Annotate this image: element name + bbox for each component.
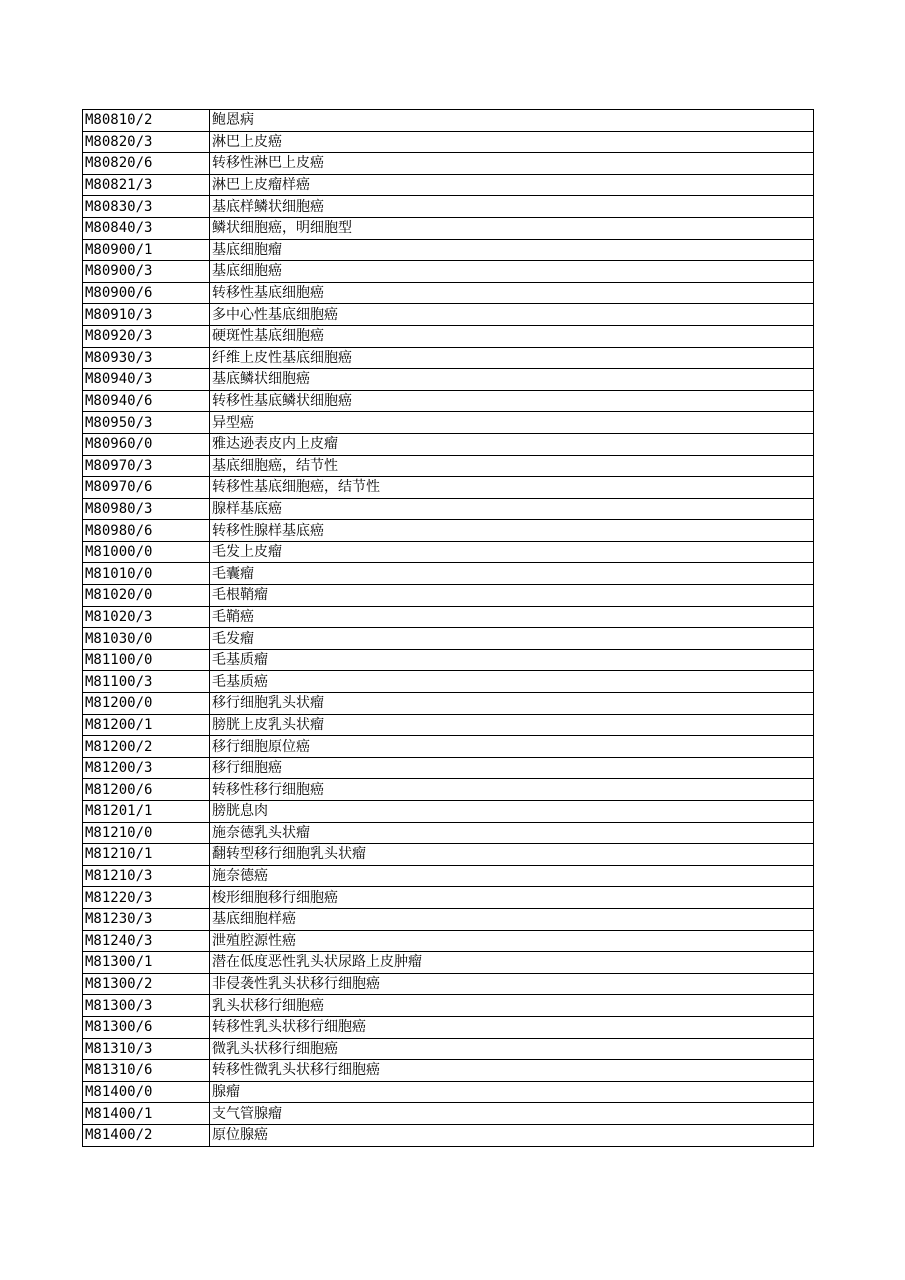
name-cell: 基底鳞状细胞癌 bbox=[210, 369, 814, 391]
code-cell: M81300/6 bbox=[83, 1016, 210, 1038]
name-cell: 乳头状移行细胞癌 bbox=[210, 995, 814, 1017]
table-row bbox=[83, 952, 814, 974]
name-cell: 毛基质癌 bbox=[210, 671, 814, 693]
name-cell: 翻转型移行细胞乳头状瘤 bbox=[210, 844, 814, 866]
table-row bbox=[83, 433, 814, 455]
code-cell: M80960/0 bbox=[83, 433, 210, 455]
code-cell: M80810/2 bbox=[83, 110, 210, 132]
table-row bbox=[83, 153, 814, 175]
code-cell: M81200/1 bbox=[83, 714, 210, 736]
table-row bbox=[83, 585, 814, 607]
table-row bbox=[83, 1016, 814, 1038]
code-cell: M80820/6 bbox=[83, 153, 210, 175]
code-table-body bbox=[83, 110, 814, 1147]
table-row bbox=[83, 498, 814, 520]
table-row bbox=[83, 844, 814, 866]
table-row bbox=[83, 779, 814, 801]
table-row bbox=[83, 174, 814, 196]
name-cell: 转移性微乳头状移行细胞癌 bbox=[210, 1060, 814, 1082]
table-row bbox=[83, 196, 814, 218]
code-cell: M80980/3 bbox=[83, 498, 210, 520]
code-cell: M81400/2 bbox=[83, 1124, 210, 1146]
table-row bbox=[83, 801, 814, 823]
table-row bbox=[83, 455, 814, 477]
table-row bbox=[83, 908, 814, 930]
name-cell: 膀胱息肉 bbox=[210, 801, 814, 823]
table-row bbox=[83, 822, 814, 844]
name-cell: 支气管腺瘤 bbox=[210, 1103, 814, 1125]
table-row bbox=[83, 520, 814, 542]
code-cell: M80820/3 bbox=[83, 131, 210, 153]
table-row bbox=[83, 261, 814, 283]
name-cell: 施奈德乳头状瘤 bbox=[210, 822, 814, 844]
code-cell: M81230/3 bbox=[83, 908, 210, 930]
name-cell: 鳞状细胞癌，明细胞型 bbox=[210, 217, 814, 239]
name-cell: 转移性基底鳞状细胞癌 bbox=[210, 390, 814, 412]
name-cell: 纤维上皮性基底细胞癌 bbox=[210, 347, 814, 369]
name-cell: 转移性基底细胞癌，结节性 bbox=[210, 477, 814, 499]
name-cell: 毛根鞘瘤 bbox=[210, 585, 814, 607]
name-cell: 鲍恩病 bbox=[210, 110, 814, 132]
code-cell: M81210/1 bbox=[83, 844, 210, 866]
code-cell: M81200/6 bbox=[83, 779, 210, 801]
table-row bbox=[83, 930, 814, 952]
code-cell: M81310/3 bbox=[83, 1038, 210, 1060]
table-row bbox=[83, 325, 814, 347]
code-cell: M80940/3 bbox=[83, 369, 210, 391]
code-cell: M80970/3 bbox=[83, 455, 210, 477]
name-cell: 毛鞘癌 bbox=[210, 606, 814, 628]
table-row bbox=[83, 995, 814, 1017]
code-cell: M80900/1 bbox=[83, 239, 210, 261]
table-row bbox=[83, 1103, 814, 1125]
name-cell: 转移性乳头状移行细胞癌 bbox=[210, 1016, 814, 1038]
code-cell: M81200/0 bbox=[83, 693, 210, 715]
name-cell: 转移性腺样基底癌 bbox=[210, 520, 814, 542]
name-cell: 转移性基底细胞癌 bbox=[210, 282, 814, 304]
name-cell: 异型癌 bbox=[210, 412, 814, 434]
code-cell: M80910/3 bbox=[83, 304, 210, 326]
name-cell: 原位腺癌 bbox=[210, 1124, 814, 1146]
table-row bbox=[83, 282, 814, 304]
name-cell: 腺瘤 bbox=[210, 1081, 814, 1103]
code-cell: M81201/1 bbox=[83, 801, 210, 823]
name-cell: 施奈德癌 bbox=[210, 865, 814, 887]
code-cell: M80970/6 bbox=[83, 477, 210, 499]
name-cell: 毛基质瘤 bbox=[210, 649, 814, 671]
code-cell: M81100/0 bbox=[83, 649, 210, 671]
name-cell: 腺样基底癌 bbox=[210, 498, 814, 520]
table-row bbox=[83, 1060, 814, 1082]
code-cell: M80821/3 bbox=[83, 174, 210, 196]
name-cell: 毛囊瘤 bbox=[210, 563, 814, 585]
code-cell: M80920/3 bbox=[83, 325, 210, 347]
table-row bbox=[83, 736, 814, 758]
name-cell: 转移性移行细胞癌 bbox=[210, 779, 814, 801]
code-cell: M81240/3 bbox=[83, 930, 210, 952]
table-row bbox=[83, 1124, 814, 1146]
code-cell: M81400/1 bbox=[83, 1103, 210, 1125]
table-row bbox=[83, 865, 814, 887]
code-cell: M81000/0 bbox=[83, 541, 210, 563]
name-cell: 基底细胞癌 bbox=[210, 261, 814, 283]
code-cell: M81210/0 bbox=[83, 822, 210, 844]
name-cell: 膀胱上皮乳头状瘤 bbox=[210, 714, 814, 736]
name-cell: 基底样鳞状细胞癌 bbox=[210, 196, 814, 218]
code-cell: M80830/3 bbox=[83, 196, 210, 218]
table-row bbox=[83, 347, 814, 369]
table-row bbox=[83, 606, 814, 628]
code-cell: M80940/6 bbox=[83, 390, 210, 412]
table-row bbox=[83, 973, 814, 995]
table-row bbox=[83, 563, 814, 585]
code-cell: M81100/3 bbox=[83, 671, 210, 693]
table-row bbox=[83, 693, 814, 715]
code-cell: M81020/0 bbox=[83, 585, 210, 607]
name-cell: 多中心性基底细胞癌 bbox=[210, 304, 814, 326]
table-row bbox=[83, 757, 814, 779]
code-cell: M80930/3 bbox=[83, 347, 210, 369]
code-cell: M80900/3 bbox=[83, 261, 210, 283]
code-cell: M81220/3 bbox=[83, 887, 210, 909]
name-cell: 雅达逊表皮内上皮瘤 bbox=[210, 433, 814, 455]
table-row bbox=[83, 649, 814, 671]
table-row bbox=[83, 239, 814, 261]
name-cell: 基底细胞瘤 bbox=[210, 239, 814, 261]
name-cell: 移行细胞原位癌 bbox=[210, 736, 814, 758]
code-cell: M81200/3 bbox=[83, 757, 210, 779]
table-row bbox=[83, 477, 814, 499]
table-row bbox=[83, 1038, 814, 1060]
name-cell: 基底细胞样癌 bbox=[210, 908, 814, 930]
table-row bbox=[83, 887, 814, 909]
code-cell: M81310/6 bbox=[83, 1060, 210, 1082]
code-cell: M81030/0 bbox=[83, 628, 210, 650]
table-row bbox=[83, 369, 814, 391]
name-cell: 毛发瘤 bbox=[210, 628, 814, 650]
name-cell: 毛发上皮瘤 bbox=[210, 541, 814, 563]
name-cell: 移行细胞乳头状瘤 bbox=[210, 693, 814, 715]
code-cell: M80900/6 bbox=[83, 282, 210, 304]
table-row bbox=[83, 1081, 814, 1103]
table-row bbox=[83, 110, 814, 132]
table-row bbox=[83, 671, 814, 693]
name-cell: 淋巴上皮瘤样癌 bbox=[210, 174, 814, 196]
name-cell: 潜在低度恶性乳头状尿路上皮肿瘤 bbox=[210, 952, 814, 974]
table-row bbox=[83, 714, 814, 736]
code-cell: M81200/2 bbox=[83, 736, 210, 758]
code-cell: M81300/1 bbox=[83, 952, 210, 974]
name-cell: 转移性淋巴上皮癌 bbox=[210, 153, 814, 175]
table-row bbox=[83, 412, 814, 434]
code-cell: M81020/3 bbox=[83, 606, 210, 628]
name-cell: 非侵袭性乳头状移行细胞癌 bbox=[210, 973, 814, 995]
name-cell: 移行细胞癌 bbox=[210, 757, 814, 779]
code-cell: M81400/0 bbox=[83, 1081, 210, 1103]
name-cell: 硬斑性基底细胞癌 bbox=[210, 325, 814, 347]
table-row bbox=[83, 390, 814, 412]
name-cell: 泄殖腔源性癌 bbox=[210, 930, 814, 952]
code-cell: M81010/0 bbox=[83, 563, 210, 585]
code-cell: M80980/6 bbox=[83, 520, 210, 542]
name-cell: 淋巴上皮癌 bbox=[210, 131, 814, 153]
code-cell: M80840/3 bbox=[83, 217, 210, 239]
code-cell: M81300/2 bbox=[83, 973, 210, 995]
code-cell: M81300/3 bbox=[83, 995, 210, 1017]
table-row bbox=[83, 217, 814, 239]
name-cell: 基底细胞癌，结节性 bbox=[210, 455, 814, 477]
code-cell: M80950/3 bbox=[83, 412, 210, 434]
code-table bbox=[82, 109, 814, 1147]
table-row bbox=[83, 131, 814, 153]
table-row bbox=[83, 304, 814, 326]
name-cell: 梭形细胞移行细胞癌 bbox=[210, 887, 814, 909]
name-cell: 微乳头状移行细胞癌 bbox=[210, 1038, 814, 1060]
code-cell: M81210/3 bbox=[83, 865, 210, 887]
table-row bbox=[83, 628, 814, 650]
table-row bbox=[83, 541, 814, 563]
